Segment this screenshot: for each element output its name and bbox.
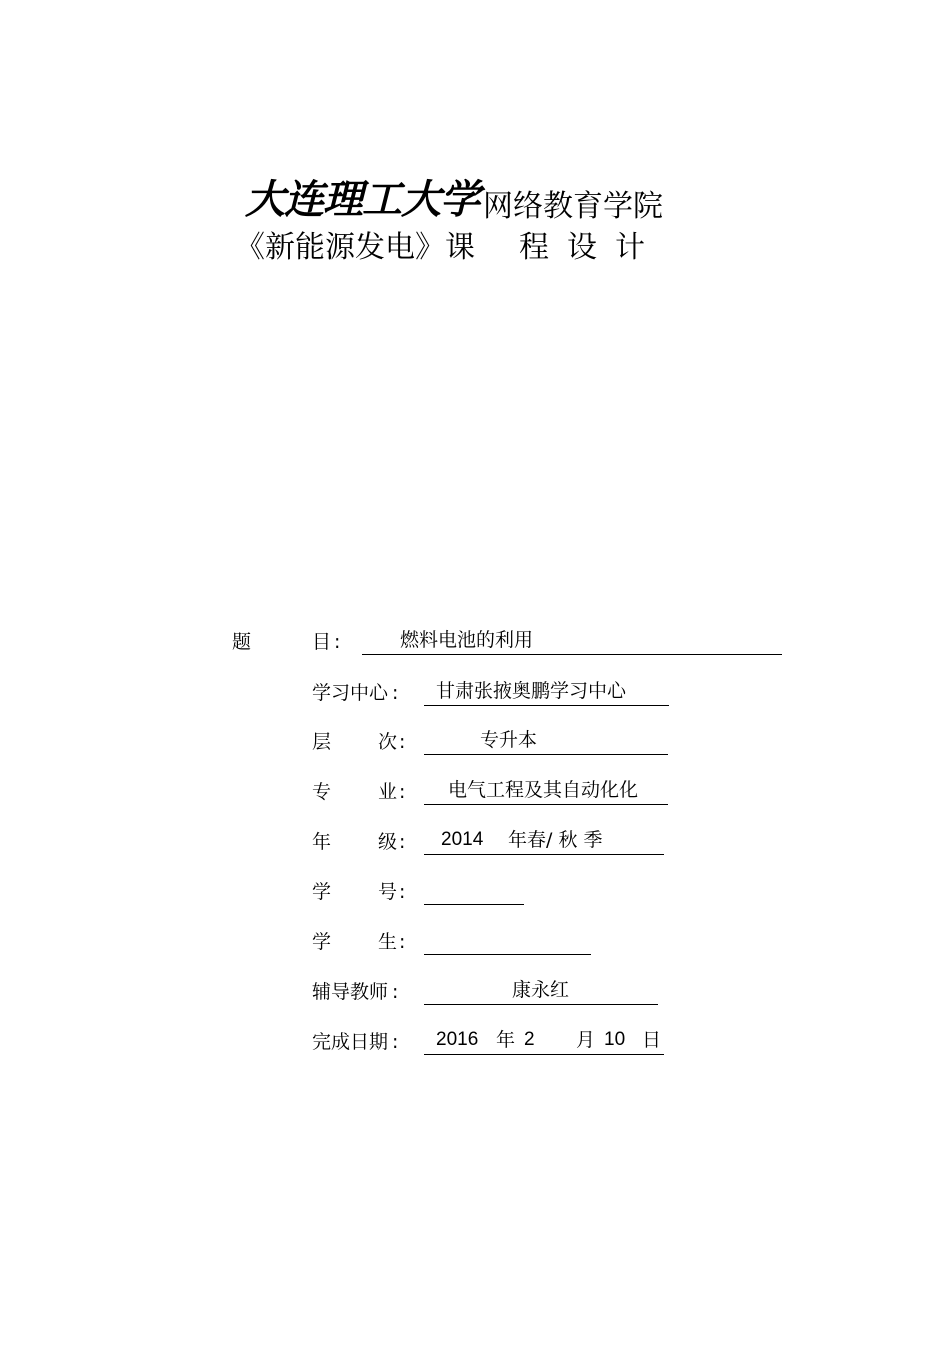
student-label-char-1: 学 [312, 931, 332, 953]
major-colon: : [399, 781, 406, 803]
advisor-value: 康永红 [512, 979, 570, 1001]
advisor-colon: : [392, 981, 399, 1003]
field-level [0, 729, 950, 755]
advisor-label: 辅导教师 [312, 981, 389, 1003]
date-year-unit: 年 [496, 1029, 516, 1051]
field-student [0, 929, 950, 955]
date-month: 2 [524, 1029, 535, 1050]
center-colon: : [392, 682, 399, 704]
design-char-3: 计 [615, 230, 645, 265]
grade-season: 年春/ 秋 季 [508, 829, 603, 851]
advisor-field[interactable] [424, 979, 658, 1005]
college-name: 网络教育学院 [483, 189, 663, 224]
date-month-unit: 月 [576, 1029, 596, 1051]
date-day-unit: 日 [642, 1029, 662, 1051]
level-label-char-1: 层 [312, 731, 332, 753]
header-title-line [245, 168, 663, 224]
level-field[interactable] [424, 729, 668, 755]
grade-year: 2014 [441, 829, 484, 850]
topic-colon: : [334, 631, 341, 653]
student-id-field[interactable] [424, 879, 524, 905]
design-char-2: 设 [567, 230, 597, 265]
field-completion-date [0, 1029, 950, 1055]
topic-label-char-2: 目 [312, 631, 332, 653]
grade-label-char-2: 级 [378, 831, 398, 853]
field-advisor [0, 979, 950, 1005]
date-colon: : [392, 1031, 399, 1053]
level-label-char-2: 次 [378, 731, 398, 753]
level-value: 专升本 [480, 729, 538, 751]
field-student-id [0, 879, 950, 905]
topic-value: 燃料电池的利用 [400, 629, 534, 651]
grade-colon: : [399, 831, 406, 853]
student-colon: : [399, 931, 406, 953]
course-title: 《新能源发电》课 [235, 230, 475, 265]
major-label-char-2: 业 [378, 781, 398, 803]
date-year: 2016 [436, 1029, 479, 1050]
center-label: 学习中心 [312, 682, 389, 704]
course-title-line [235, 222, 645, 266]
center-field[interactable] [424, 680, 669, 706]
date-label: 完成日期 [312, 1031, 389, 1053]
level-colon: : [399, 731, 406, 753]
major-label-char-1: 专 [312, 781, 332, 803]
student-id-label-char-2: 号 [378, 881, 398, 903]
grade-label-char-1: 年 [312, 831, 332, 853]
field-major [0, 779, 950, 805]
student-id-label-char-1: 学 [312, 881, 332, 903]
student-field[interactable] [424, 929, 591, 955]
major-field[interactable] [424, 779, 668, 805]
topic-field[interactable] [362, 629, 782, 655]
field-grade [0, 829, 950, 855]
grade-field[interactable] [424, 829, 664, 855]
date-field[interactable] [424, 1029, 664, 1055]
major-value: 电气工程及其自动化化 [448, 779, 639, 801]
university-logo: 大连理工大学 [245, 176, 479, 223]
date-day: 10 [604, 1029, 626, 1050]
center-value: 甘肃张掖奥鹏学习中心 [436, 680, 627, 702]
design-char-1: 程 [519, 230, 549, 265]
field-learning-center [0, 680, 950, 706]
student-id-colon: : [399, 881, 406, 903]
topic-label-char-1: 题 [232, 631, 252, 653]
field-topic [0, 629, 950, 655]
student-label-char-2: 生 [378, 931, 398, 953]
